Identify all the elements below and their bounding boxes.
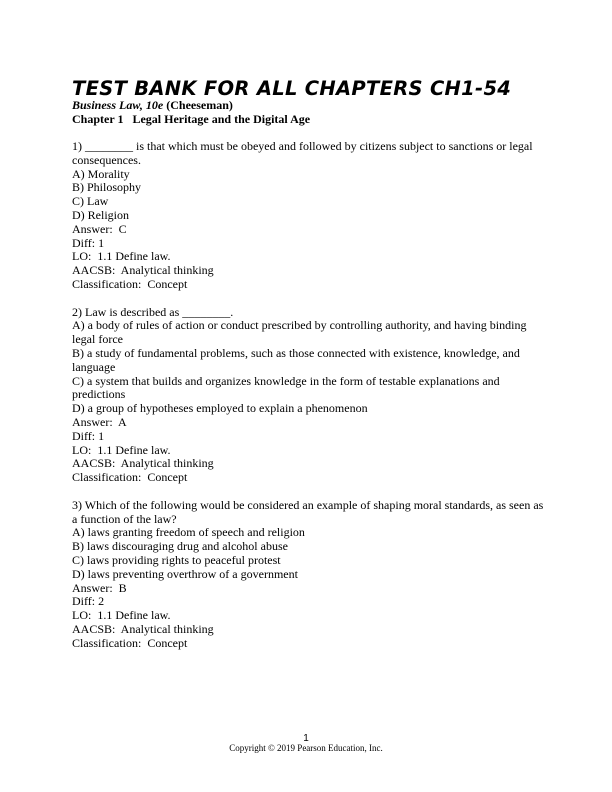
option-b: B) Philosophy: [72, 180, 142, 195]
book-title: Business Law, 10e: [72, 98, 164, 112]
option-b: B) a study of fundamental problems, such as those connected with existence, knowledge, and language: [72, 345, 520, 374]
classification: Classification: Concept: [72, 276, 188, 291]
option-b: B) laws discouraging drug and alcohol abuse: [72, 539, 288, 554]
option-a: A) a body of rules of action or conduct prescribed by controlling authority, and having binding legal force: [72, 318, 527, 347]
question-1: [72, 140, 544, 292]
aacsb: AACSB: Analytical thinking: [72, 263, 214, 278]
option-a: A) laws granting freedom of speech and religion: [72, 525, 305, 540]
aacsb: AACSB: Analytical thinking: [72, 456, 214, 471]
learning-objective: LO: 1.1 Define law.: [72, 249, 171, 264]
learning-objective: LO: 1.1 Define law.: [72, 442, 171, 457]
question-list: [72, 140, 544, 664]
book-author: (Cheeseman): [166, 98, 233, 112]
option-c: C) laws providing rights to peaceful protest: [72, 552, 281, 567]
document-header: [72, 98, 310, 126]
book-line: [72, 98, 310, 112]
answer: Answer: B: [72, 580, 127, 595]
question-stem: 3) Which of the following would be considered an example of shaping moral standards, as seen as a function of the law?: [72, 497, 544, 526]
copyright-notice: Copyright © 2019 Pearson Education, Inc.: [229, 743, 383, 753]
answer: Answer: A: [72, 414, 127, 429]
question-2: [72, 306, 544, 485]
question-3: [72, 499, 544, 651]
learning-objective: LO: 1.1 Define law.: [72, 608, 171, 623]
page-number: 1: [303, 733, 309, 744]
difficulty: Diff: 2: [72, 594, 105, 609]
aacsb: AACSB: Analytical thinking: [72, 621, 214, 636]
test-bank-banner: TEST BANK FOR ALL CHAPTERS CH1-54: [72, 77, 512, 100]
option-c: C) Law: [72, 194, 109, 209]
option-c: C) a system that builds and organizes knowledge in the form of testable explanations and predictions: [72, 373, 500, 402]
classification: Classification: Concept: [72, 635, 188, 650]
option-d: D) laws preventing overthrow of a government: [72, 566, 298, 581]
difficulty: Diff: 1: [72, 235, 105, 250]
question-stem: 2) Law is described as ________.: [72, 304, 234, 319]
question-stem: 1) ________ is that which must be obeyed and followed by citizens subject to sanctions or legal consequences.: [72, 139, 533, 167]
chapter-title: Chapter 1 Legal Heritage and the Digital Age: [72, 112, 311, 126]
option-d: D) Religion: [72, 207, 129, 222]
option-d: D) a group of hypotheses employed to explain a phenomenon: [72, 401, 368, 416]
option-a: A) Morality: [72, 166, 130, 181]
classification: Classification: Concept: [72, 470, 188, 485]
answer: Answer: C: [72, 221, 127, 236]
difficulty: Diff: 1: [72, 428, 105, 443]
